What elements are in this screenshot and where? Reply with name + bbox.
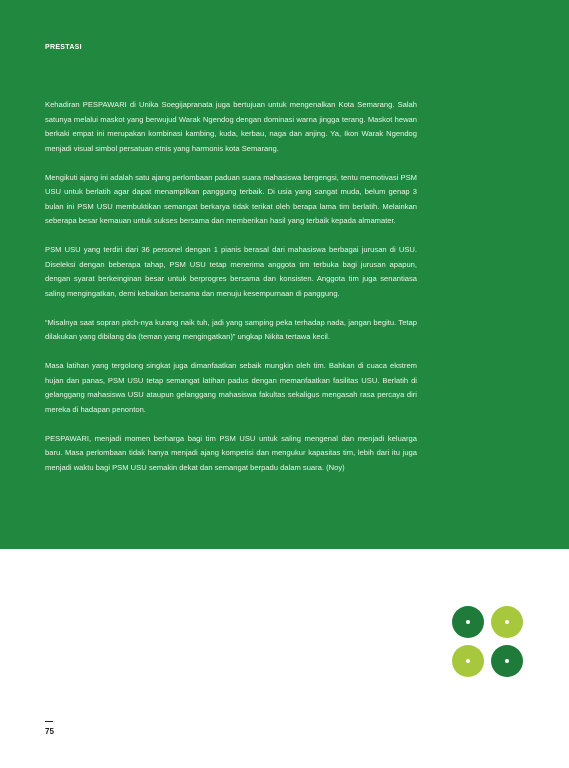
article-paragraph: Mengikuti ajang ini adalah satu ajang perlombaan paduan suara mahasiswa bergengsi, tentu memotivasi PSM USU untuk berlatih agar dapat menampilkan panggung terbaik. Di usia yang sangat muda, belum genap 3 bulan ini PSM USU membuktikan semangat berkarya tidak terikat oleh berapa lama tim berlatih. Melainkan seberapa besar kemauan untuk sukses bersama dan memberikan hasil yang terbaik kepada almamater.	[45, 172, 417, 225]
article-body	[45, 98, 417, 490]
ring-top-right-hole	[505, 620, 509, 624]
article-paragraph: “Misalnya saat sopran pitch-nya kurang naik tuh, jadi yang samping peka terhadap nada, jangan begitu. Tetap dilakukan yang dibilang dia (teman yang mengingatkan)” ungkap Nikita tertawa kecil.	[45, 317, 417, 341]
ring-bottom-right-hole	[505, 659, 509, 663]
page-number: 75	[45, 727, 54, 736]
article-paragraph: Masa latihan yang tergolong singkat juga dimanfaatkan sebaik mungkin oleh tim. Bahkan di cuaca ekstrem hujan dan panas, PSM USU tetap semangat latihan padus dengan memanfaatkan fasilitas USU. Berlatih di gelanggang mahasiswa USU ataupun gelanggang mahasiswa fakultas sekaligus mengasah rasa percaya diri mereka di hadapan penonton.	[45, 361, 417, 414]
section-label: PRESTASI	[45, 44, 82, 51]
ring-bottom-left-hole	[466, 659, 470, 663]
article-paragraph: PSM USU yang terdiri dari 36 personel dengan 1 pianis berasal dari mahasiswa berbagai jurusan di USU. Diseleksi dengan beberapa tahap, PSM USU tetap menerima anggota tim terbuka bagi jurusan apapun, dengan syarat berkeinginan besar untuk berprogres bersama dan konsisten. Anggota tim juga senantiasa saling mengingatkan, demi kebaikan bersama dan menuju kesempurnaan di panggung.	[45, 245, 417, 298]
four-rings-icon	[452, 606, 524, 678]
ring-top-left-hole	[466, 620, 470, 624]
page-number-rule	[45, 721, 53, 722]
article-paragraph: PESPAWARI, menjadi momen berharga bagi tim PSM USU untuk saling mengenal dan menjadi keluarga baru. Masa perlombaan tidak hanya menjadi ajang kompetisi dan mengukur kapasitas tim, lebih dari itu juga menjadi waktu bagi PSM USU semakin dekat dan semangat berpadu dalam suara. (Noy)	[45, 433, 417, 472]
article-paragraph: Kehadiran PESPAWARI di Unika Soegijapranata juga bertujuan untuk mengenalkan Kota Semarang. Salah satunya melalui maskot yang berwujud Warak Ngendog dengan dominasi warna jingga terang. Maskot hewan berkaki empat ini merupakan kombinasi kambing, kuda, kerbau, naga dan anjing. Ya, Ikon Warak Ngendog menjadi visual simbol persatuan etnis yang harmonis kota Semarang.	[45, 100, 417, 153]
